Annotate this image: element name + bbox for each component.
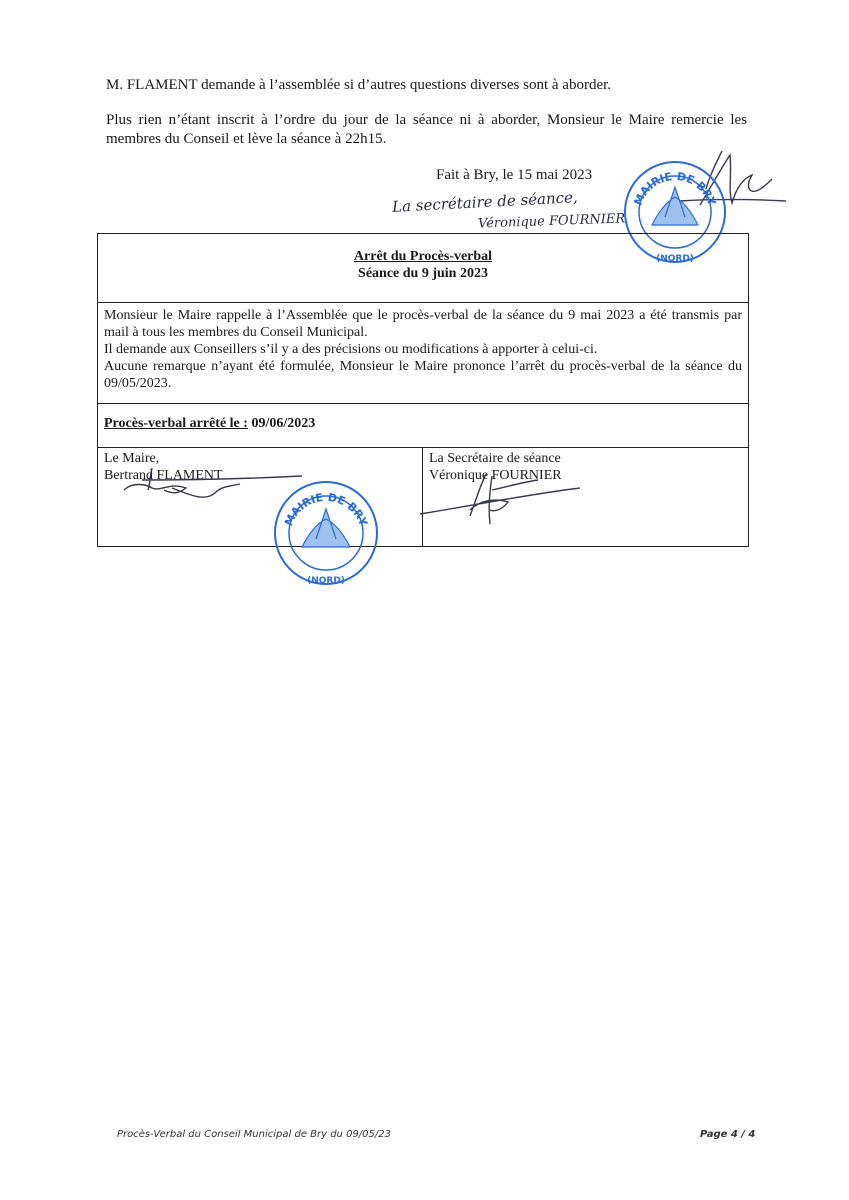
- place-date: Fait à Bry, le 15 mai 2023: [436, 167, 593, 183]
- pv-body-line: Aucune remarque n’ayant été formulée, Monsieur le Maire prononce l’arrêt du procès-verbal de la séance du 09/05/2023.: [104, 359, 742, 391]
- pv-date-cell: [98, 404, 749, 448]
- pv-subtitle: Séance du 9 juin 2023: [358, 266, 488, 281]
- secretary-role: La Secrétaire de séance: [429, 451, 561, 466]
- pv-body-cell: [98, 303, 749, 404]
- stamp-top-text: MAIRIE DE BRY: [631, 169, 719, 208]
- secretary-signature-image: [420, 470, 590, 530]
- pv-date-value: 09/06/2023: [251, 416, 316, 431]
- closing-paragraph: Plus rien n’étant inscrit à l’ordre du jour de la séance ni à aborder, Monsieur le Maire remercie les membres du Conseil et lève la séance à 22h15.: [106, 112, 747, 147]
- stamp-bottom-top-text: MAIRIE DE BRY: [282, 490, 370, 528]
- footer-document-title: Procès-Verbal du Conseil Municipal de Bry du 09/05/23: [117, 1129, 391, 1140]
- handwritten-secretary-line: La secrétaire de séance,: [391, 188, 579, 216]
- footer-page-number: Page 4 / 4: [700, 1129, 756, 1140]
- mairie-stamp-bottom: [270, 477, 382, 589]
- pv-date-label: Procès-verbal arrêté le :: [104, 416, 248, 431]
- mayor-role: Le Maire,: [104, 451, 160, 466]
- pv-title-cell: [98, 234, 749, 303]
- question-line: M. FLAMENT demande à l’assemblée si d’autres questions diverses sont à aborder.: [106, 77, 612, 93]
- handwritten-secretary-name: Véronique FOURNIER: [477, 211, 626, 232]
- pv-body-line: Il demande aux Conseillers s’il y a des précisions ou modifications à apporter à celui-ci.: [104, 342, 598, 357]
- pv-title: Arrêt du Procès-verbal: [353, 249, 493, 264]
- pv-body-line: Monsieur le Maire rappelle à l’Assemblée que le procès-verbal de la séance du 9 mai 2023 a été transmis par mail à tous les membres du Conseil Municipal.: [104, 308, 742, 340]
- mayor-name: Bertrand FLAMENT: [104, 468, 223, 483]
- secretary-name: Véronique FOURNIER: [429, 468, 562, 483]
- stamp-bottom-text: (NORD): [656, 254, 694, 264]
- stamp-bottom-bottom-text: (NORD): [307, 576, 345, 586]
